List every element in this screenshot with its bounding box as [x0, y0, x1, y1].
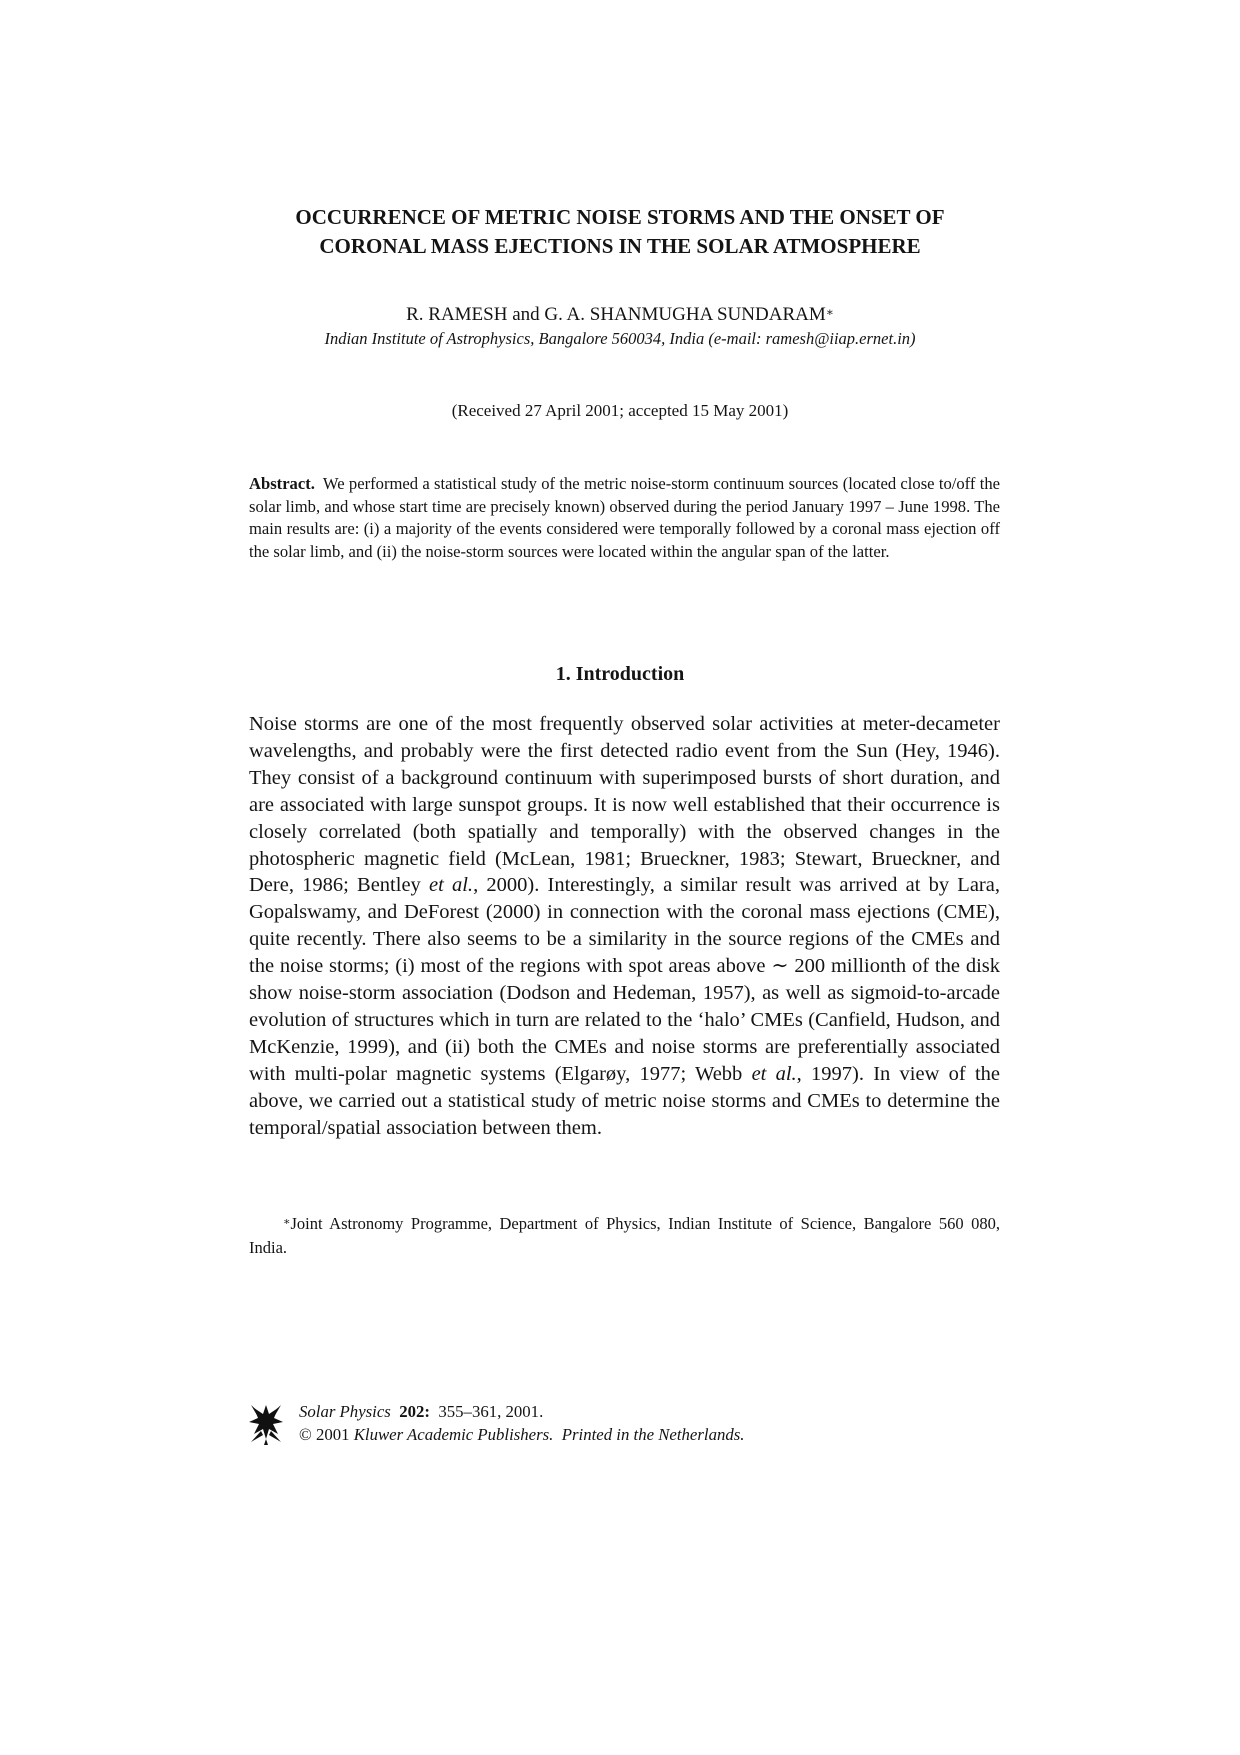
abstract: [249, 473, 1000, 563]
footnote-mark: ∗: [283, 1216, 291, 1228]
citation-et-al-2: et al.: [751, 1062, 797, 1085]
introduction-text-part-1: Noise storms are one of the most frequently observed solar activities at meter-decameter wavelengths, and probably were the first detected radio event from the Sun (Hey, 1946). They consist of a background continuum with superimposed bursts of short duration, and are associated with large sunspot groups. It is now well established that their occurrence is closely correlated (both spatially and temporally) with the observed changes in the photospheric magnetic field (McLean, 1981; Brueckner, 1983; Stewart, Brueckner, and Dere, 1986; Bentley: [249, 713, 1000, 897]
introduction-text-part-2: , 2000). Interestingly, a similar result was arrived at by Lara, Gopalswamy, and DeForest (2000) in connection with the coronal mass ejections (CME), quite recently. There also seems to be a similarity in the source regions of the CMEs and the noise storms; (i) most of the regions with spot areas above ∼ 200 millionth of the disk show noise-storm association (Dodson and Hedeman, 1957), as well as sigmoid-to-arcade evolution of structures which in turn are related to the ‘halo’ CMEs (Canfield, Hudson, and McKenzie, 1999), and (ii) both the CMEs and noise storms are preferentially associated with multi-polar magnetic systems (Elgarøy, 1977; Webb: [249, 874, 1000, 1085]
publisher-name: Kluwer Academic Publishers.: [353, 1425, 554, 1444]
journal-line-1: [299, 1400, 744, 1423]
paper-title-line-2: CORONAL MASS EJECTIONS IN THE SOLAR ATMOSPHERE: [319, 234, 921, 258]
paper-title-line-1: OCCURRENCE OF METRIC NOISE STORMS AND THE ONSET OF: [295, 205, 945, 229]
footnote: [249, 1213, 1000, 1259]
received-dates: (Received 27 April 2001; accepted 15 May 2001): [451, 401, 789, 420]
citation-et-al-1: et al.: [429, 874, 474, 897]
journal-line-2: [299, 1423, 744, 1446]
abstract-text: We performed a statistical study of the metric noise-storm continuum sources (located close to/off the solar limb, and whose start time are precisely known) observed during the period January 1997 – June 1998. The main results are: (i) a majority of the events considered were temporally followed by a coronal mass ejection off the solar limb, and (ii) the noise-storm sources were located within the angular span of the latter.: [249, 474, 1000, 561]
introduction-text-part-3: , 1997). In view of the above, we carried out a statistical study of metric noise storms and CMEs to determine the temporal/spatial association between them.: [249, 1062, 1000, 1139]
kluwer-logo-icon: [248, 1402, 284, 1446]
printed-location: Printed in the Netherlands.: [561, 1425, 745, 1444]
journal-name: Solar Physics: [299, 1402, 391, 1421]
journal-volume: 202:: [399, 1402, 430, 1421]
paper-title: [200, 203, 1040, 261]
author-footnote-mark: ∗: [825, 305, 834, 319]
author-names: R. RAMESH and G. A. SHANMUGHA SUNDARAM: [406, 304, 826, 325]
footnote-text: Joint Astronomy Programme, Department of Physics, Indian Institute of Science, Bangalore 560 080, India.: [249, 1214, 1000, 1257]
introduction-paragraph: [249, 711, 1000, 1142]
abstract-label: Abstract.: [249, 474, 315, 493]
author-list: [200, 303, 1040, 328]
journal-pages: 355–361, 2001.: [438, 1402, 544, 1421]
section-heading-introduction: 1. Introduction: [555, 663, 685, 685]
copyright-symbol: ©: [299, 1425, 312, 1444]
author-affiliation: Indian Institute of Astrophysics, Bangalore 560034, India (e-mail: ramesh@iiap.ernet.in): [324, 329, 916, 348]
journal-citation: [299, 1400, 744, 1446]
copyright-year: 2001: [315, 1425, 350, 1444]
